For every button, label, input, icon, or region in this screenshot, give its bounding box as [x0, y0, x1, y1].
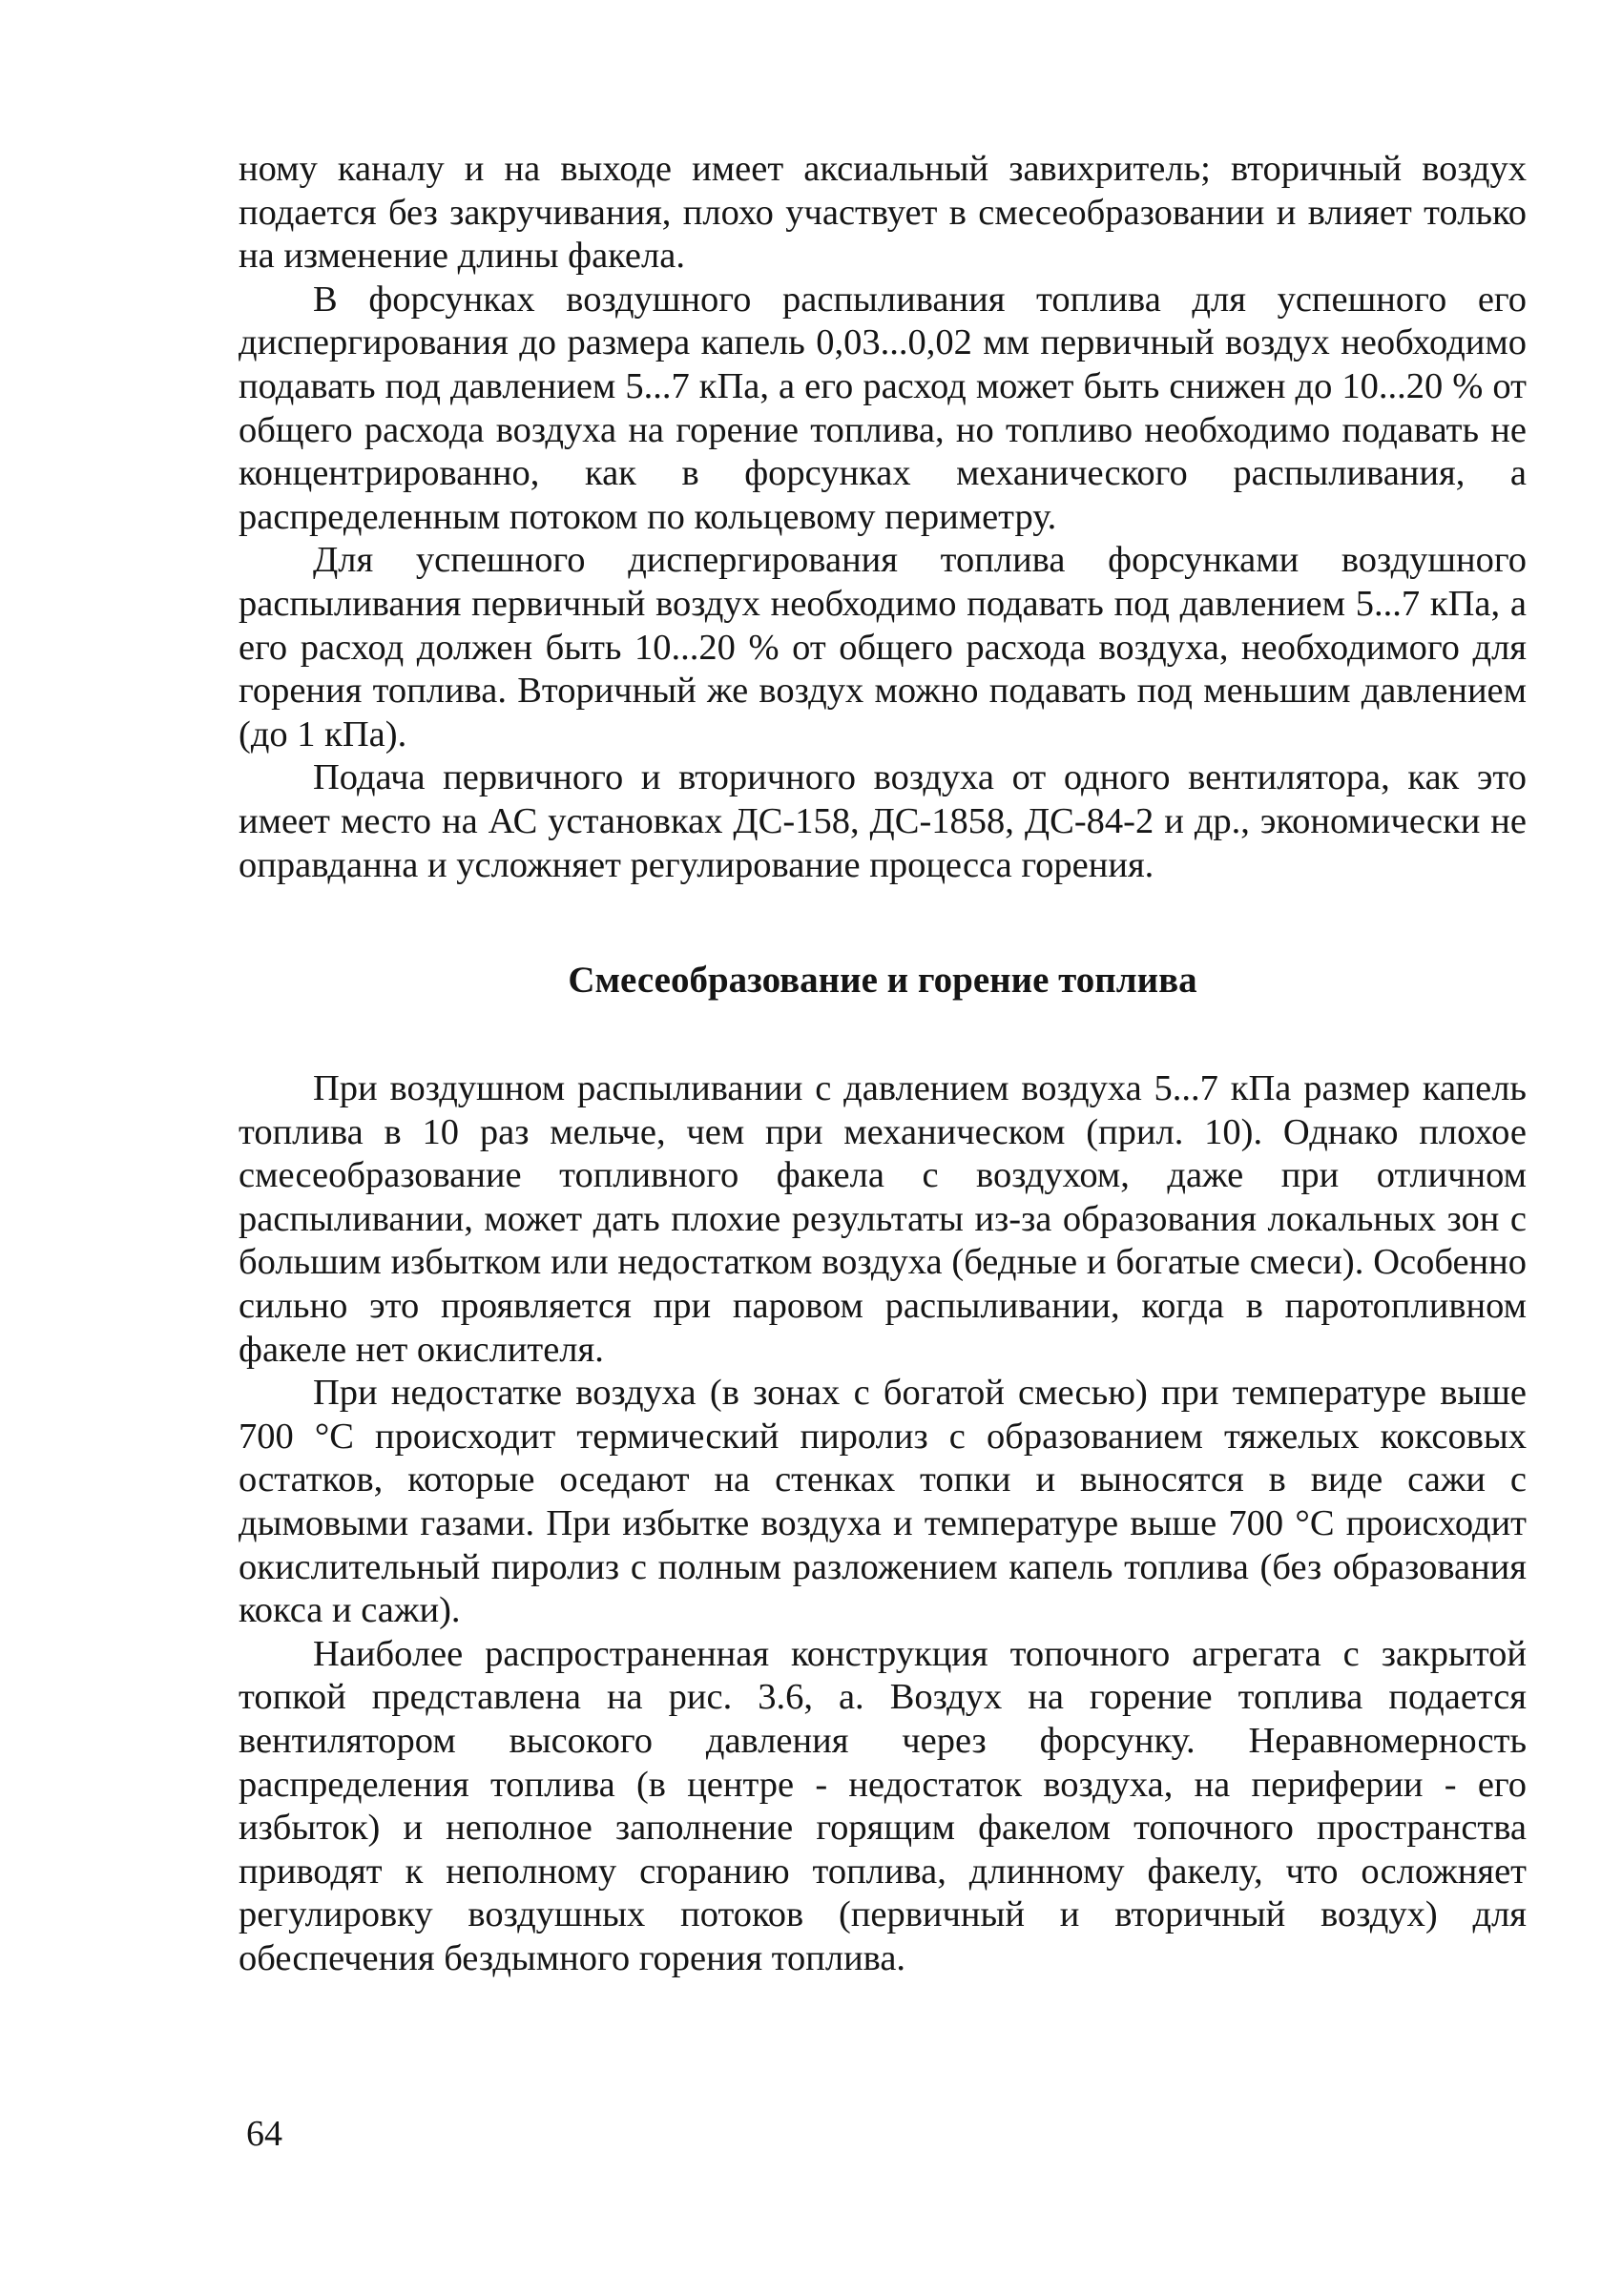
- paragraph-continuation: ному каналу и на выходе имеет аксиальный завихритель; вторичный воздух подается без закручивания, плохо участвует в смесеобразовании и влияет только на изменение длины факела.: [239, 149, 1527, 277]
- paragraph-air-atomizing-nozzles: В форсунках воздушного распыливания топлива для успешного его диспергирования до размера капель 0,03...0,02 мм первичный воздух необходимо подавать под давлением 5...7 кПа, а его расход может быть снижен до 10...20 % от общего расхода воздуха на горение топлива, но топливо необходимо подавать не концентрированно, как в форсунках механического распыливания, а распределенным потоком по кольцевому периметру.: [239, 279, 1527, 537]
- paragraph-closed-furnace: Наиболее распространенная конструкция топочного агрегата с закрытой топкой представлена на рис. 3.6, а. Воздух на горение топлива подается вентилятором высокого давления через форсунку. Неравномерность распределения топлива (в центре - недостаток воздуха, на периферии - его избыток) и неполное заполнение горящим факелом топочного пространства приводят к неполному сгоранию топлива, длинному факелу, что осложняет регулировку воздушных потоков (первичный и вторичный воздух) для обеспечения бездымного горения топлива.: [239, 1633, 1527, 1978]
- paragraph-single-fan-supply: Подача первичного и вторичного воздуха от одного вентилятора, как это имеет место на АС установках ДС-158, ДС-1858, ДС-84-2 и др., экономически не оправданна и усложняет регулирование процесса горения.: [239, 757, 1527, 885]
- paragraph-primary-air-pressure: Для успешного диспергирования топлива форсунками воздушного распыливания первичный воздух необходимо подавать под давлением 5...7 кПа, а его расход должен быть 10...20 % от общего расхода воздуха, необходимого для горения топлива. Вторичный же воздух можно подавать под меньшим давлением (до 1 кПа).: [239, 540, 1527, 755]
- paragraph-pyrolysis: При недостатке воздуха (в зонах с богатой смесью) при температуре выше 700 °С происходит термический пиролиз с образованием тяжелых коксовых остатков, которые оседают на стенках топки и выносятся в виде сажи с дымовыми газами. При избытке воздуха и температуре выше 700 °С происходит окислительный пиролиз с полным разложением капель топлива (без образования кокса и сажи).: [239, 1373, 1527, 1631]
- page-number: 64: [246, 2114, 282, 2154]
- paragraph-air-atomization-droplets: При воздушном распыливании с давлением воздуха 5...7 кПа размер капель топлива в 10 раз мельче, чем при механическом (прил. 10). Однако плохое смесеобразование топливного факела с воздухом, даже при отличном распыливании, может дать плохие результаты из-за образования локальных зон с большим избытком или недостатком воздуха (бедные и богатые смеси). Особенно сильно это проявляется при паровом распыливании, когда в паротопливном факеле нет окислителя.: [239, 1068, 1527, 1370]
- section-heading: Смесеобразование и горение топлива: [568, 960, 1197, 1002]
- document-page: [239, 148, 1527, 1981]
